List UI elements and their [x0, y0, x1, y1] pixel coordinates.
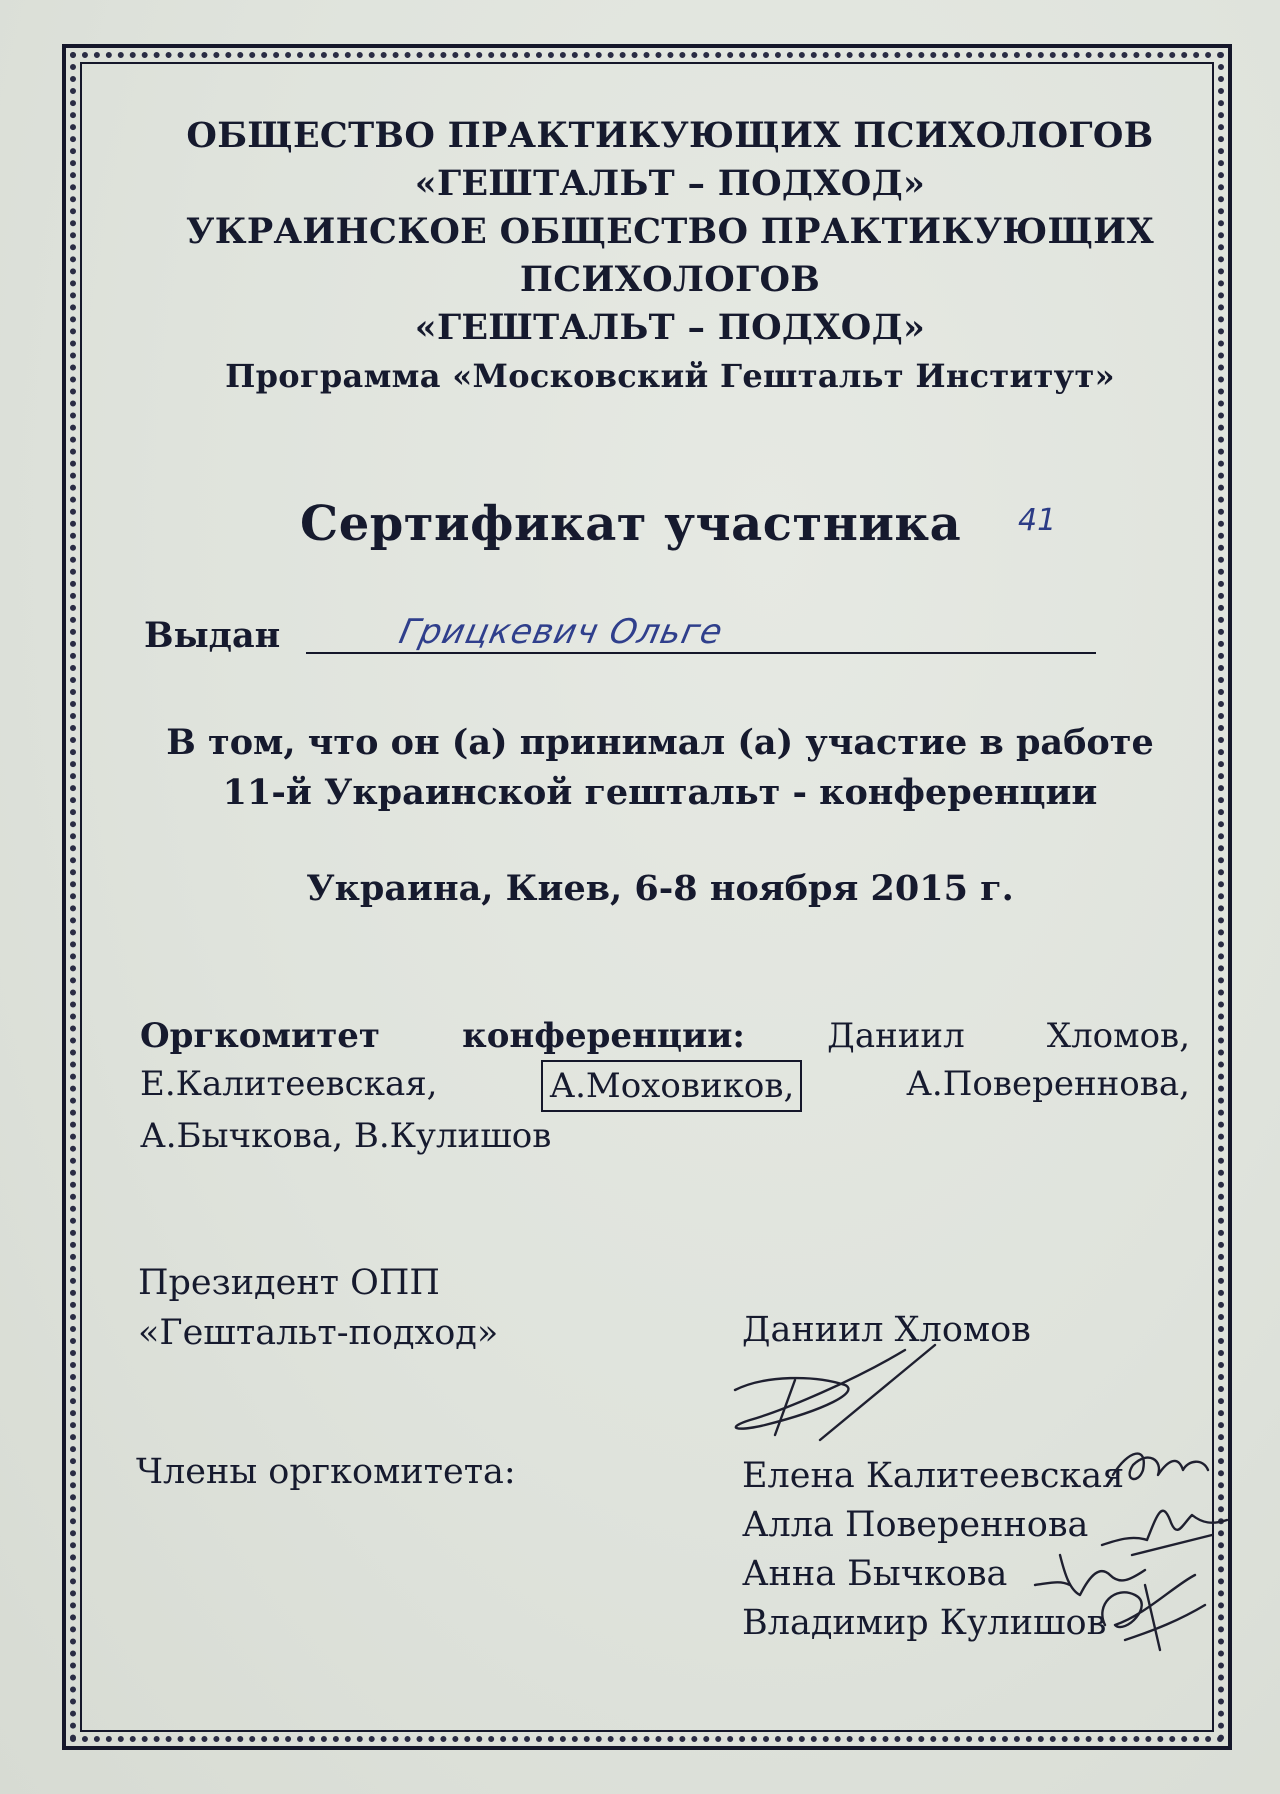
- committee-name: А.Бычкова, В.Кулишов: [140, 1116, 552, 1156]
- member-name: Владимир Кулишов: [742, 1603, 1107, 1643]
- committee-name-boxed: А.Моховиков,: [541, 1060, 802, 1112]
- president-label-line: Президент ОПП: [138, 1263, 440, 1303]
- president-signature: [705, 1340, 965, 1450]
- header-line: «ГЕШТАЛЬТ – ПОДХОД»: [414, 307, 926, 348]
- issued-label: Выдан: [144, 615, 281, 656]
- organizing-committee: [140, 1012, 1190, 1160]
- place-date: Украина, Киев, 6-8 ноября 2015 г.: [306, 868, 1014, 909]
- organization-header: [120, 112, 1220, 400]
- committee-name: Е.Калитеевская,: [140, 1064, 438, 1104]
- committee-label: Оргкомитет: [140, 1016, 380, 1056]
- committee-name: Хломов,: [1046, 1016, 1190, 1056]
- member-signature: [1085, 1565, 1215, 1665]
- program-line: Программа «Московский Гештальт Институт»: [225, 357, 1115, 395]
- header-line: ПСИХОЛОГОВ: [519, 259, 821, 300]
- issued-underline: [306, 652, 1096, 654]
- header-line: «ГЕШТАЛЬТ – ПОДХОД»: [414, 163, 926, 204]
- statement-line: В том, что он (а) принимал (а) участие в работе: [166, 722, 1154, 763]
- president-name: Даниил Хломов: [742, 1310, 1031, 1350]
- certificate-number: 41: [1018, 503, 1057, 538]
- member-name: Елена Калитеевская: [742, 1456, 1125, 1496]
- committee-name: Даниил: [827, 1016, 965, 1056]
- recipient-name: Грицкевич Ольге: [395, 612, 727, 652]
- committee-label: конференции:: [462, 1016, 745, 1056]
- member-name: Алла Повереннова: [742, 1505, 1089, 1545]
- president-label-line: «Гештальт-подход»: [138, 1313, 499, 1353]
- member-name: Анна Бычкова: [742, 1554, 1008, 1594]
- header-line: ОБЩЕСТВО ПРАКТИКУЮЩИХ ПСИХОЛОГОВ: [186, 115, 1154, 156]
- president-label: [138, 1258, 498, 1358]
- participation-statement: [140, 718, 1180, 818]
- members-label: Члены оргкомитета:: [136, 1452, 516, 1492]
- member-signature: [1108, 1440, 1218, 1500]
- statement-line: 11-й Украинской гештальт - конференции: [222, 772, 1098, 813]
- certificate-title: Сертификат участника: [300, 496, 962, 552]
- committee-name: А.Повереннова,: [906, 1064, 1190, 1104]
- header-line: УКРАИНСКОЕ ОБЩЕСТВО ПРАКТИКУЮЩИХ: [186, 211, 1154, 252]
